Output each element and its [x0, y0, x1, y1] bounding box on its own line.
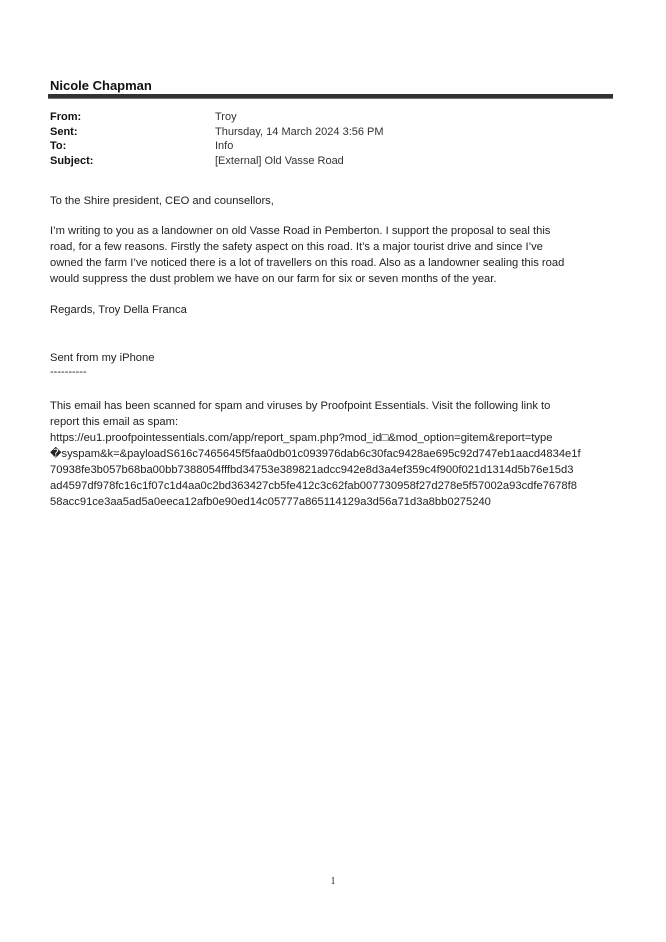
report-spam-link-line[interactable]: https://eu1.proofpointessentials.com/app/report_spam.php?mod_id□&mod_option=gitem&report=type — [50, 432, 553, 444]
page-number: 1 — [330, 876, 336, 887]
meta-row-sent — [50, 125, 384, 140]
main-paragraph-line: would suppress the dust problem we have on our farm for six or seven months of the year. — [50, 273, 497, 285]
email-meta-table — [50, 110, 384, 168]
to-label: To: — [50, 140, 67, 152]
report-spam-link-line[interactable]: 70938fe3b057b68ba00bb7388054fffbd34753e389821adcc942e8d3a4ef359c4f900f021d1314d5b76e15d3 — [50, 464, 574, 476]
main-paragraph-line: road, for a few reasons. Firstly the safety aspect on this road. It’s a major tourist drive and since I’ve — [50, 241, 543, 253]
main-paragraph — [50, 223, 610, 287]
main-paragraph-line: I’m writing to you as a landowner on old Vasse Road in Pemberton. I support the proposal to seal this — [50, 225, 551, 237]
from-label: From: — [50, 111, 82, 123]
scan-notice-line: This email has been scanned for spam and viruses by Proofpoint Essentials. Visit the following link to — [50, 400, 551, 412]
regards-signoff: Regards, Troy Della Franca — [50, 304, 187, 316]
report-spam-link-line[interactable]: ad4597df978fc16c1f07c1d4aa0c2bd363427cb5fe412c3c62fab007730958f27d278e5f57002a93cdfe7678f8 — [50, 480, 577, 492]
sent-label: Sent: — [50, 125, 78, 138]
subject-value: [External] Old Vasse Road — [215, 154, 344, 167]
greeting-paragraph: To the Shire president, CEO and counsellors, — [50, 195, 274, 207]
report-spam-link[interactable] — [50, 430, 610, 510]
from-value: Troy — [215, 111, 237, 123]
sent-value: Thursday, 14 March 2024 3:56 PM — [215, 125, 384, 138]
signature-separator: ---------- — [50, 366, 87, 378]
scan-notice-line: report this email as spam: — [50, 416, 179, 428]
to-value: Info — [215, 140, 234, 152]
report-spam-link-line[interactable]: �syspam&k=&payloadS616c7465645f5faa0db01c093976dab6c30fac9428ae695c92d747eb1aacd4834e1f — [50, 448, 581, 460]
subject-label: Subject: — [50, 154, 94, 167]
main-paragraph-line: owned the farm I’ve noticed there is a lot of travellers on this road. Also as a landowner sealing this road — [50, 257, 565, 269]
sent-from-line: Sent from my iPhone — [50, 352, 155, 364]
report-spam-link-line[interactable]: 58acc91ce3aa5ad5a0eeca12afb0e90ed14c05777a865114129a3d56a71d3a8bb0275240 — [50, 496, 491, 508]
meta-row-subject — [50, 154, 384, 169]
sender-name-heading: Nicole Chapman — [50, 78, 152, 93]
scan-notice-paragraph — [50, 398, 610, 430]
meta-row-to — [50, 139, 384, 154]
header-divider — [48, 94, 613, 99]
meta-row-from — [50, 110, 384, 125]
